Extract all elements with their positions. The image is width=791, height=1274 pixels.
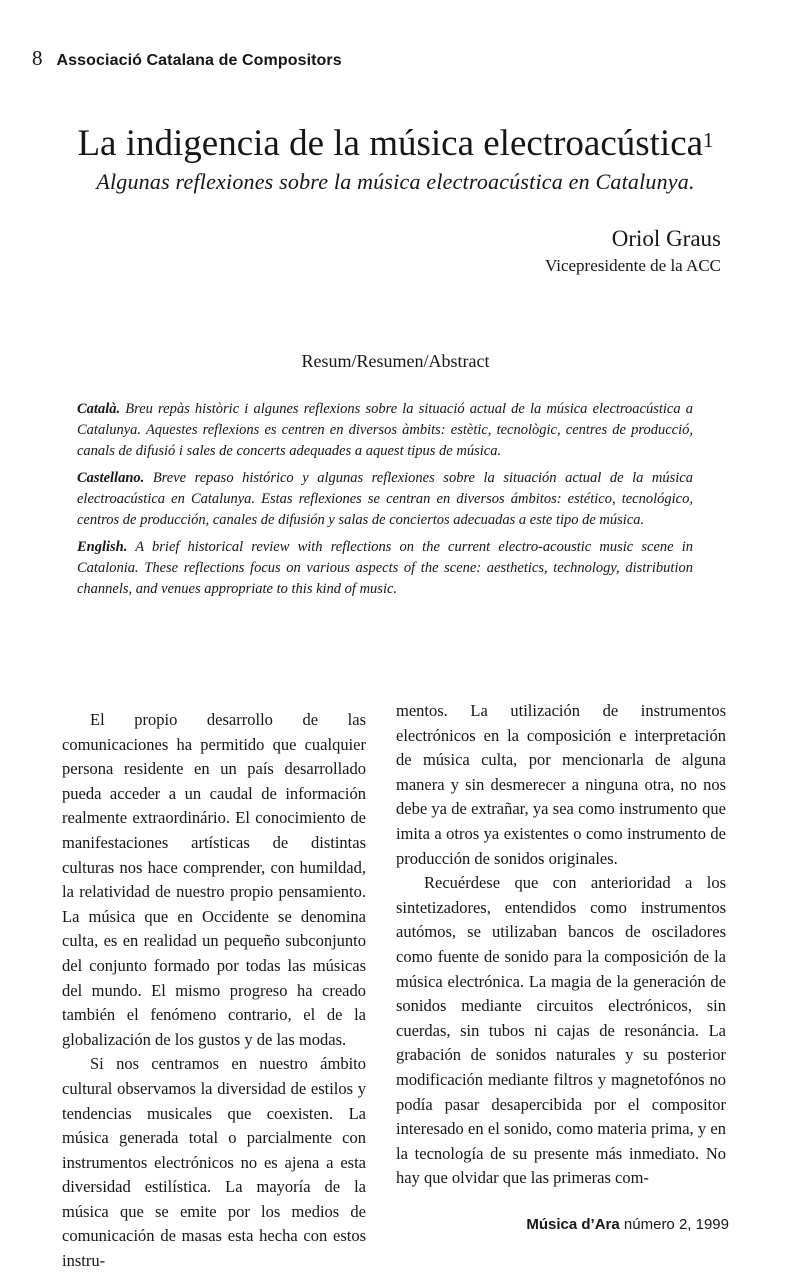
article-title — [0, 122, 791, 166]
article-subtitle: Algunas reflexiones sobre la música electroacústica en Catalunya. — [96, 169, 695, 194]
abstract-heading: Resum/Resumen/Abstract — [301, 351, 490, 371]
body-paragraph: mentos. La utilización de instrumentos electrónicos en la composición e interpretación de música culta, por mencionarla de alguna manera y sin desmerecer a ninguna otra, no nos debe ya de extrañar, ya sea como instrumento que imita a otros ya existentes o como instrumento de producción de sonidos originales. — [396, 701, 726, 868]
abstract-english — [77, 537, 693, 600]
running-header — [32, 46, 342, 71]
abstract-text: Breve repaso histórico y algunas reflexiones sobre la situación actual de la música electroacústica en Catalunya. Estas reflexiones se centran en diversos ámbitos: estético, tecnológico, centros de producción, canales de difusión y salas de conciertos adecuadas a este tipo de música. — [77, 470, 693, 528]
page-footer — [526, 1216, 729, 1233]
footnote-mark: 1 — [703, 128, 714, 152]
body-paragraph: Si nos centramos en nuestro ámbito cultural observamos la diversidad de estilos y tendencias musicales que coexisten. La música generada total o parcialmente con instrumentos electrónicos no es ajena a esta diversidad estilística. La mayoría de la música que se emite por los medios de comunicación de masas esta hecha con estos instru- — [62, 1054, 366, 1271]
author-name: Oriol Graus — [611, 226, 721, 251]
abstract-lang-label: Català. — [77, 401, 121, 417]
abstract-catala — [77, 399, 693, 462]
magazine-name: Música d’Ara — [526, 1216, 620, 1233]
body-paragraph: Recuérdese que con anterioridad a los sintetizadores, entendidos como instrumentos autómos, se utilizaban bancos de osciladores como fuente de sonido para la composición de la música electrónica. La magia de la generación de sonidos mediante circuitos electrónicos, sin cuerdas, sin tubos ni cajas de resonáncia. La grabación de sonidos naturales y su posterior modificación mediante filtros y magnetofónos no podía pasar desapercibida por el compositor interesado en el sonido, como materia prima, y en la tecnología de su presente más inmediato. No hay que olvidar que las primeras com- — [396, 873, 726, 1188]
body-column-right — [396, 699, 726, 1191]
issue-info: número 2, 1999 — [619, 1216, 729, 1233]
abstract-castellano — [77, 468, 693, 531]
abstract-text: Breu repàs històric i algunes reflexions sobre la situació actual de la música electroacústica a Catalunya. Aquestes reflexions es centren en diversos àmbits: estètic, tecnològic, centres de producció, canals de difusió i sales de concerts adequades a aquest tipus de música. — [77, 401, 693, 459]
abstracts-section — [77, 399, 693, 606]
abstract-text: A brief historical review with reflections on the current electro-acoustic music scene in Catalonia. These reflections focus on various aspects of the scene: aesthetics, technology, distribution channels, and venues appropriate to this kind of music. — [77, 539, 693, 597]
body-paragraph: El propio desarrollo de las comunicaciones ha permitido que cualquier persona residente en un país desarrollado pueda acceder a un caudal de información realmente extraordinário. El conocimiento de manifestaciones artísticas de distintas culturas nos hace comprender, con humildad, la relatividad de nuestro propio pensamiento. La música que en Occidente se denomina culta, es en realidad un pequeño subconjunto del conjunto formado por todas las músicas del mundo. El mismo progreso ha creado también el fenómeno contrario, el de la globalización de los gustos y de las modas. — [62, 710, 366, 1049]
article-title-text: La indigencia de la música electroacústica — [77, 123, 704, 164]
body-column-left — [62, 708, 366, 1274]
abstract-lang-label: English. — [77, 539, 128, 555]
journal-name: Associació Catalana de Compositors — [56, 52, 342, 69]
author-role: Vicepresidente de la ACC — [544, 256, 721, 275]
abstract-lang-label: Castellano. — [77, 470, 145, 486]
page-number: 8 — [32, 46, 43, 70]
